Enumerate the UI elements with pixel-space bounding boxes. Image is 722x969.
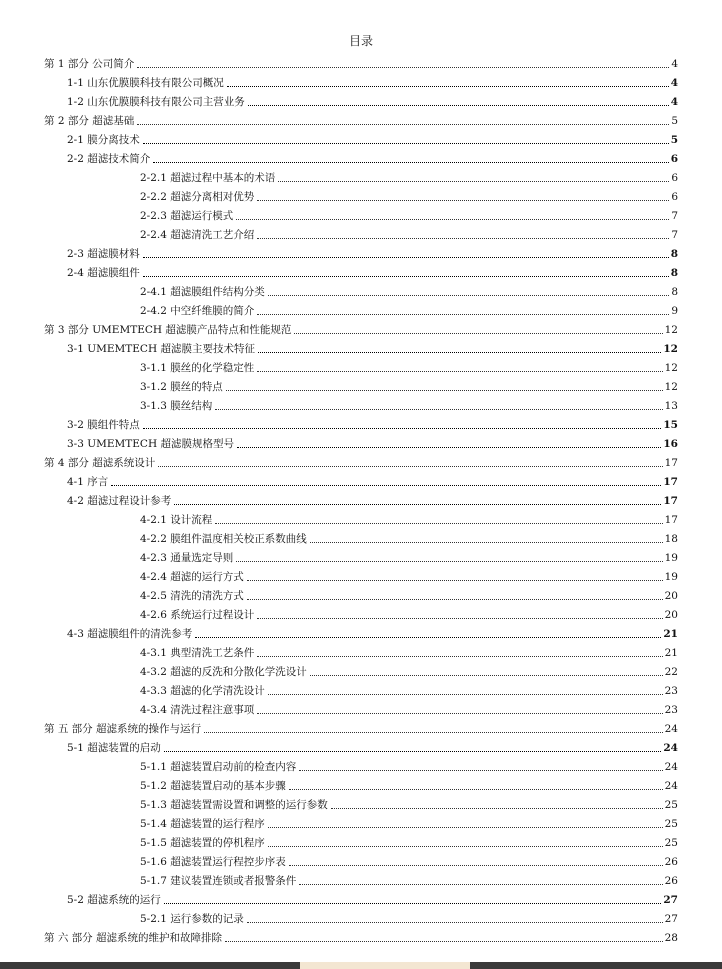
toc-entry[interactable] (44, 451, 678, 470)
toc-entry-label: 5-2 超滤系统的运行 (67, 894, 161, 906)
toc-dot-leader (225, 940, 663, 942)
toc-entry-label: 4-2.6 系统运行过程设计 (140, 609, 255, 621)
toc-dot-leader (226, 389, 663, 391)
toc-dot-leader (236, 218, 669, 220)
toc-entry-label: 4-2.3 通量选定导则 (140, 552, 234, 564)
toc-dot-leader (268, 294, 670, 296)
toc-entry-page-number: 12 (664, 381, 678, 393)
toc-entry-label: 2-1 膜分离技术 (67, 134, 140, 146)
toc-dot-leader (257, 370, 662, 372)
toc-entry-page-number: 8 (671, 286, 678, 298)
toc-entry-label: 第 4 部分 超滤系统设计 (44, 457, 156, 469)
toc-entry[interactable] (140, 508, 678, 527)
toc-entry-page-number: 25 (664, 818, 678, 830)
toc-entry-label: 2-4.1 超滤膜组件结构分类 (140, 286, 265, 298)
toc-entry-page-number: 23 (664, 685, 678, 697)
toc-entry[interactable] (67, 888, 678, 907)
toc-entry[interactable] (67, 337, 678, 356)
toc-entry-page-number: 27 (664, 913, 678, 925)
toc-entry-page-number: 15 (663, 419, 678, 431)
toc-entry-label: 2-3 超滤膜材料 (67, 248, 140, 260)
toc-dot-leader (294, 332, 662, 334)
toc-entry-label: 5-2.1 运行参数的记录 (140, 913, 244, 925)
toc-entry-page-number: 17 (664, 457, 678, 469)
toc-entry[interactable] (140, 831, 678, 850)
toc-entry[interactable] (140, 850, 678, 869)
toc-entry-page-number: 6 (670, 153, 678, 165)
toc-title: 目录 (348, 34, 373, 48)
toc-dot-leader (164, 902, 662, 904)
toc-entry-label: 5-1.1 超滤装置启动前的检查内容 (140, 761, 297, 773)
toc-entry-label: 2-2.4 超滤清洗工艺介绍 (140, 229, 255, 241)
toc-dot-leader (289, 788, 663, 790)
toc-entry-label: 4-2.1 设计流程 (140, 514, 213, 526)
toc-entry-page-number: 6 (671, 172, 678, 184)
toc-entry-page-number: 21 (664, 647, 678, 659)
bottom-edge-bar (0, 962, 722, 969)
toc-dot-leader (310, 541, 663, 543)
toc-entry-label: 5-1 超滤装置的启动 (67, 742, 161, 754)
toc-entry-label: 3-1.2 膜丝的特点 (140, 381, 223, 393)
toc-entry-page-number: 7 (671, 229, 678, 241)
toc-entry-page-number: 17 (663, 476, 678, 488)
toc-entry-label: 4-2.4 超滤的运行方式 (140, 571, 244, 583)
toc-entry-label: 3-1.1 膜丝的化学稳定性 (140, 362, 255, 374)
toc-entry[interactable] (140, 907, 678, 926)
toc-entry-label: 2-4 超滤膜组件 (67, 267, 140, 279)
toc-entry[interactable] (44, 926, 678, 945)
toc-entry-label: 4-3.2 超滤的反洗和分散化学洗设计 (140, 666, 307, 678)
toc-entry-label: 4-2.5 清洗的清洗方式 (140, 590, 244, 602)
toc-entry-label: 2-2.2 超滤分离相对优势 (140, 191, 255, 203)
toc-dot-leader (248, 104, 669, 106)
toc-entry-page-number: 18 (664, 533, 678, 545)
toc-entry-label: 1-1 山东优膜膜科技有限公司概况 (67, 77, 224, 89)
toc-entry[interactable] (140, 356, 678, 375)
toc-dot-leader (299, 883, 662, 885)
toc-entry-page-number: 19 (664, 552, 678, 564)
toc-entry-label: 4-3 超滤膜组件的清洗参考 (67, 628, 193, 640)
toc-entry[interactable] (67, 261, 678, 280)
toc-dot-leader (164, 750, 662, 752)
toc-entry-page-number: 27 (663, 894, 678, 906)
toc-dot-leader (257, 313, 669, 315)
toc-entry-page-number: 17 (664, 514, 678, 526)
toc-dot-leader (143, 427, 662, 429)
toc-entry[interactable] (140, 204, 678, 223)
toc-entry[interactable] (44, 109, 678, 128)
toc-entry-label: 5-1.6 超滤装置运行程控步序表 (140, 856, 286, 868)
toc-dot-leader (227, 85, 669, 87)
toc-entry[interactable] (140, 299, 678, 318)
toc-dot-leader (137, 123, 669, 125)
toc-entry[interactable] (67, 622, 678, 641)
toc-entry-label: 3-2 膜组件特点 (67, 419, 140, 431)
toc-entry-page-number: 26 (664, 875, 678, 887)
toc-dot-leader (143, 142, 669, 144)
toc-entry-label: 2-2 超滤技术简介 (67, 153, 151, 165)
toc-dot-leader (268, 845, 663, 847)
toc-entry[interactable] (140, 394, 678, 413)
toc-entry-page-number: 25 (664, 837, 678, 849)
toc-entry[interactable] (140, 869, 678, 888)
toc-entry-label: 5-1.2 超滤装置启动的基本步骤 (140, 780, 286, 792)
toc-entry[interactable] (140, 812, 678, 831)
toc-entry-page-number: 23 (664, 704, 678, 716)
toc-entry[interactable] (67, 242, 678, 261)
toc-dot-leader (215, 408, 662, 410)
toc-entry-page-number: 12 (664, 324, 678, 336)
toc-entry[interactable] (140, 223, 678, 242)
toc-entry-label: 5-1.5 超滤装置的停机程序 (140, 837, 265, 849)
toc-dot-leader (236, 560, 662, 562)
toc-entry-page-number: 4 (670, 96, 678, 108)
toc-entry[interactable] (67, 71, 678, 90)
toc-entry[interactable] (44, 318, 678, 337)
toc-entry[interactable] (44, 717, 678, 736)
toc-entry-label: 2-2.1 超滤过程中基本的术语 (140, 172, 276, 184)
toc-entry-page-number: 12 (664, 362, 678, 374)
toc-entry-page-number: 19 (664, 571, 678, 583)
toc-entry-label: 5-1.7 建议装置连锁或者报警条件 (140, 875, 297, 887)
toc-dot-leader (257, 712, 662, 714)
toc-dot-leader (237, 446, 661, 448)
toc-entry-page-number: 6 (671, 191, 678, 203)
toc-entry-page-number: 20 (664, 590, 678, 602)
toc-dot-leader (278, 180, 669, 182)
bottom-edge-highlight (300, 962, 470, 969)
toc-entry-label: 3-1 UMEMTECH 超滤膜主要技术特征 (67, 343, 255, 355)
toc-entry[interactable] (140, 185, 678, 204)
toc-entry-page-number: 20 (664, 609, 678, 621)
toc-dot-leader (257, 199, 669, 201)
toc-entry-label: 5-1.3 超滤装置需设置和调整的运行参数 (140, 799, 328, 811)
toc-entry[interactable] (140, 166, 678, 185)
toc-dot-leader (247, 921, 663, 923)
toc-entry[interactable] (140, 660, 678, 679)
toc-entry[interactable] (67, 128, 678, 147)
toc-entry-label: 第 六 部分 超滤系统的维护和故障排除 (44, 932, 223, 944)
toc-entry[interactable] (140, 641, 678, 660)
toc-entry-page-number: 5 (670, 134, 678, 146)
toc-entry[interactable] (67, 413, 678, 432)
toc-entry[interactable] (67, 470, 678, 489)
toc-entry-page-number: 21 (663, 628, 678, 640)
toc-entry[interactable] (140, 793, 678, 812)
toc-entry-label: 4-3.4 清洗过程注意事项 (140, 704, 255, 716)
toc-entry-page-number: 26 (664, 856, 678, 868)
toc-dot-leader (174, 503, 661, 505)
toc-dot-leader (204, 731, 663, 733)
toc-dot-leader (247, 598, 663, 600)
toc-dot-leader (143, 275, 669, 277)
toc-entry-page-number: 16 (663, 438, 678, 450)
toc-entry[interactable] (140, 584, 678, 603)
toc-entry-label: 第 五 部分 超滤系统的操作与运行 (44, 723, 202, 735)
toc-entry-page-number: 24 (664, 723, 678, 735)
toc-entry-page-number: 4 (670, 77, 678, 89)
toc-dot-leader (215, 522, 662, 524)
toc-entry-label: 2-2.3 超滤运行模式 (140, 210, 234, 222)
toc-dot-leader (158, 465, 662, 467)
toc-dot-leader (153, 161, 668, 163)
toc-entry-page-number: 22 (664, 666, 678, 678)
toc-dot-leader (258, 351, 661, 353)
toc-entry-label: 4-1 序言 (67, 476, 109, 488)
toc-dot-leader (289, 864, 663, 866)
toc-entry[interactable] (140, 565, 678, 584)
toc-entry-label: 4-3.3 超滤的化学清洗设计 (140, 685, 265, 697)
toc-entry[interactable] (140, 603, 678, 622)
toc-entry-label: 第 3 部分 UMEMTECH 超滤膜产品特点和性能规范 (44, 324, 292, 336)
toc-dot-leader (257, 617, 662, 619)
toc-entry-page-number: 28 (664, 932, 678, 944)
toc-entry-label: 5-1.4 超滤装置的运行程序 (140, 818, 265, 830)
toc-dot-leader (299, 769, 662, 771)
toc-entry-page-number: 17 (663, 495, 678, 507)
toc-dot-leader (331, 807, 663, 809)
toc-dot-leader (143, 256, 669, 258)
toc-entry-page-number: 5 (671, 115, 678, 127)
toc-dot-leader (310, 674, 663, 676)
toc-dot-leader (247, 579, 663, 581)
toc-entry-page-number: 24 (663, 742, 678, 754)
toc-dot-leader (195, 636, 661, 638)
toc-entry[interactable] (67, 90, 678, 109)
toc-entry-label: 4-3.1 典型清洗工艺条件 (140, 647, 255, 659)
toc-entry[interactable] (140, 679, 678, 698)
toc-entry-page-number: 25 (664, 799, 678, 811)
toc-entry[interactable] (140, 698, 678, 717)
toc-entry[interactable] (67, 432, 678, 451)
toc-entry-label: 3-3 UMEMTECH 超滤膜规格型号 (67, 438, 234, 450)
toc-entry-page-number: 24 (664, 761, 678, 773)
toc-entry[interactable] (67, 489, 678, 508)
toc-entry-label: 4-2 超滤过程设计参考 (67, 495, 172, 507)
toc-entry-page-number: 24 (664, 780, 678, 792)
toc-entry-page-number: 13 (664, 400, 678, 412)
toc-entry-label: 第 2 部分 超滤基础 (44, 115, 135, 127)
toc-entry-label: 3-1.3 膜丝结构 (140, 400, 213, 412)
toc-entry-page-number: 9 (671, 305, 678, 317)
toc-dot-leader (137, 66, 669, 68)
toc-entry-page-number: 4 (671, 58, 678, 70)
toc-entry-label: 1-2 山东优膜膜科技有限公司主营业务 (67, 96, 245, 108)
toc-entry[interactable] (140, 774, 678, 793)
toc-entry[interactable] (67, 147, 678, 166)
toc-dot-leader (257, 237, 669, 239)
toc-dot-leader (111, 484, 661, 486)
toc-dot-leader (268, 826, 663, 828)
toc-entry-label: 4-2.2 膜组件温度相关校正系数曲线 (140, 533, 307, 545)
toc-entry[interactable] (67, 736, 678, 755)
toc-entry[interactable] (140, 375, 678, 394)
toc-entry-page-number: 8 (670, 267, 678, 279)
toc-entry-label: 第 1 部分 公司简介 (44, 58, 135, 70)
toc-dot-leader (257, 655, 662, 657)
toc-entry[interactable] (140, 280, 678, 299)
toc-entry[interactable] (140, 755, 678, 774)
toc-entry[interactable] (44, 52, 678, 71)
toc-entry-page-number: 12 (663, 343, 678, 355)
toc-dot-leader (268, 693, 663, 695)
toc-entry-page-number: 8 (670, 248, 678, 260)
toc-entry-page-number: 7 (671, 210, 678, 222)
toc-entry-label: 2-4.2 中空纤维膜的简介 (140, 305, 255, 317)
toc-entry[interactable] (140, 527, 678, 546)
toc-entry[interactable] (140, 546, 678, 565)
